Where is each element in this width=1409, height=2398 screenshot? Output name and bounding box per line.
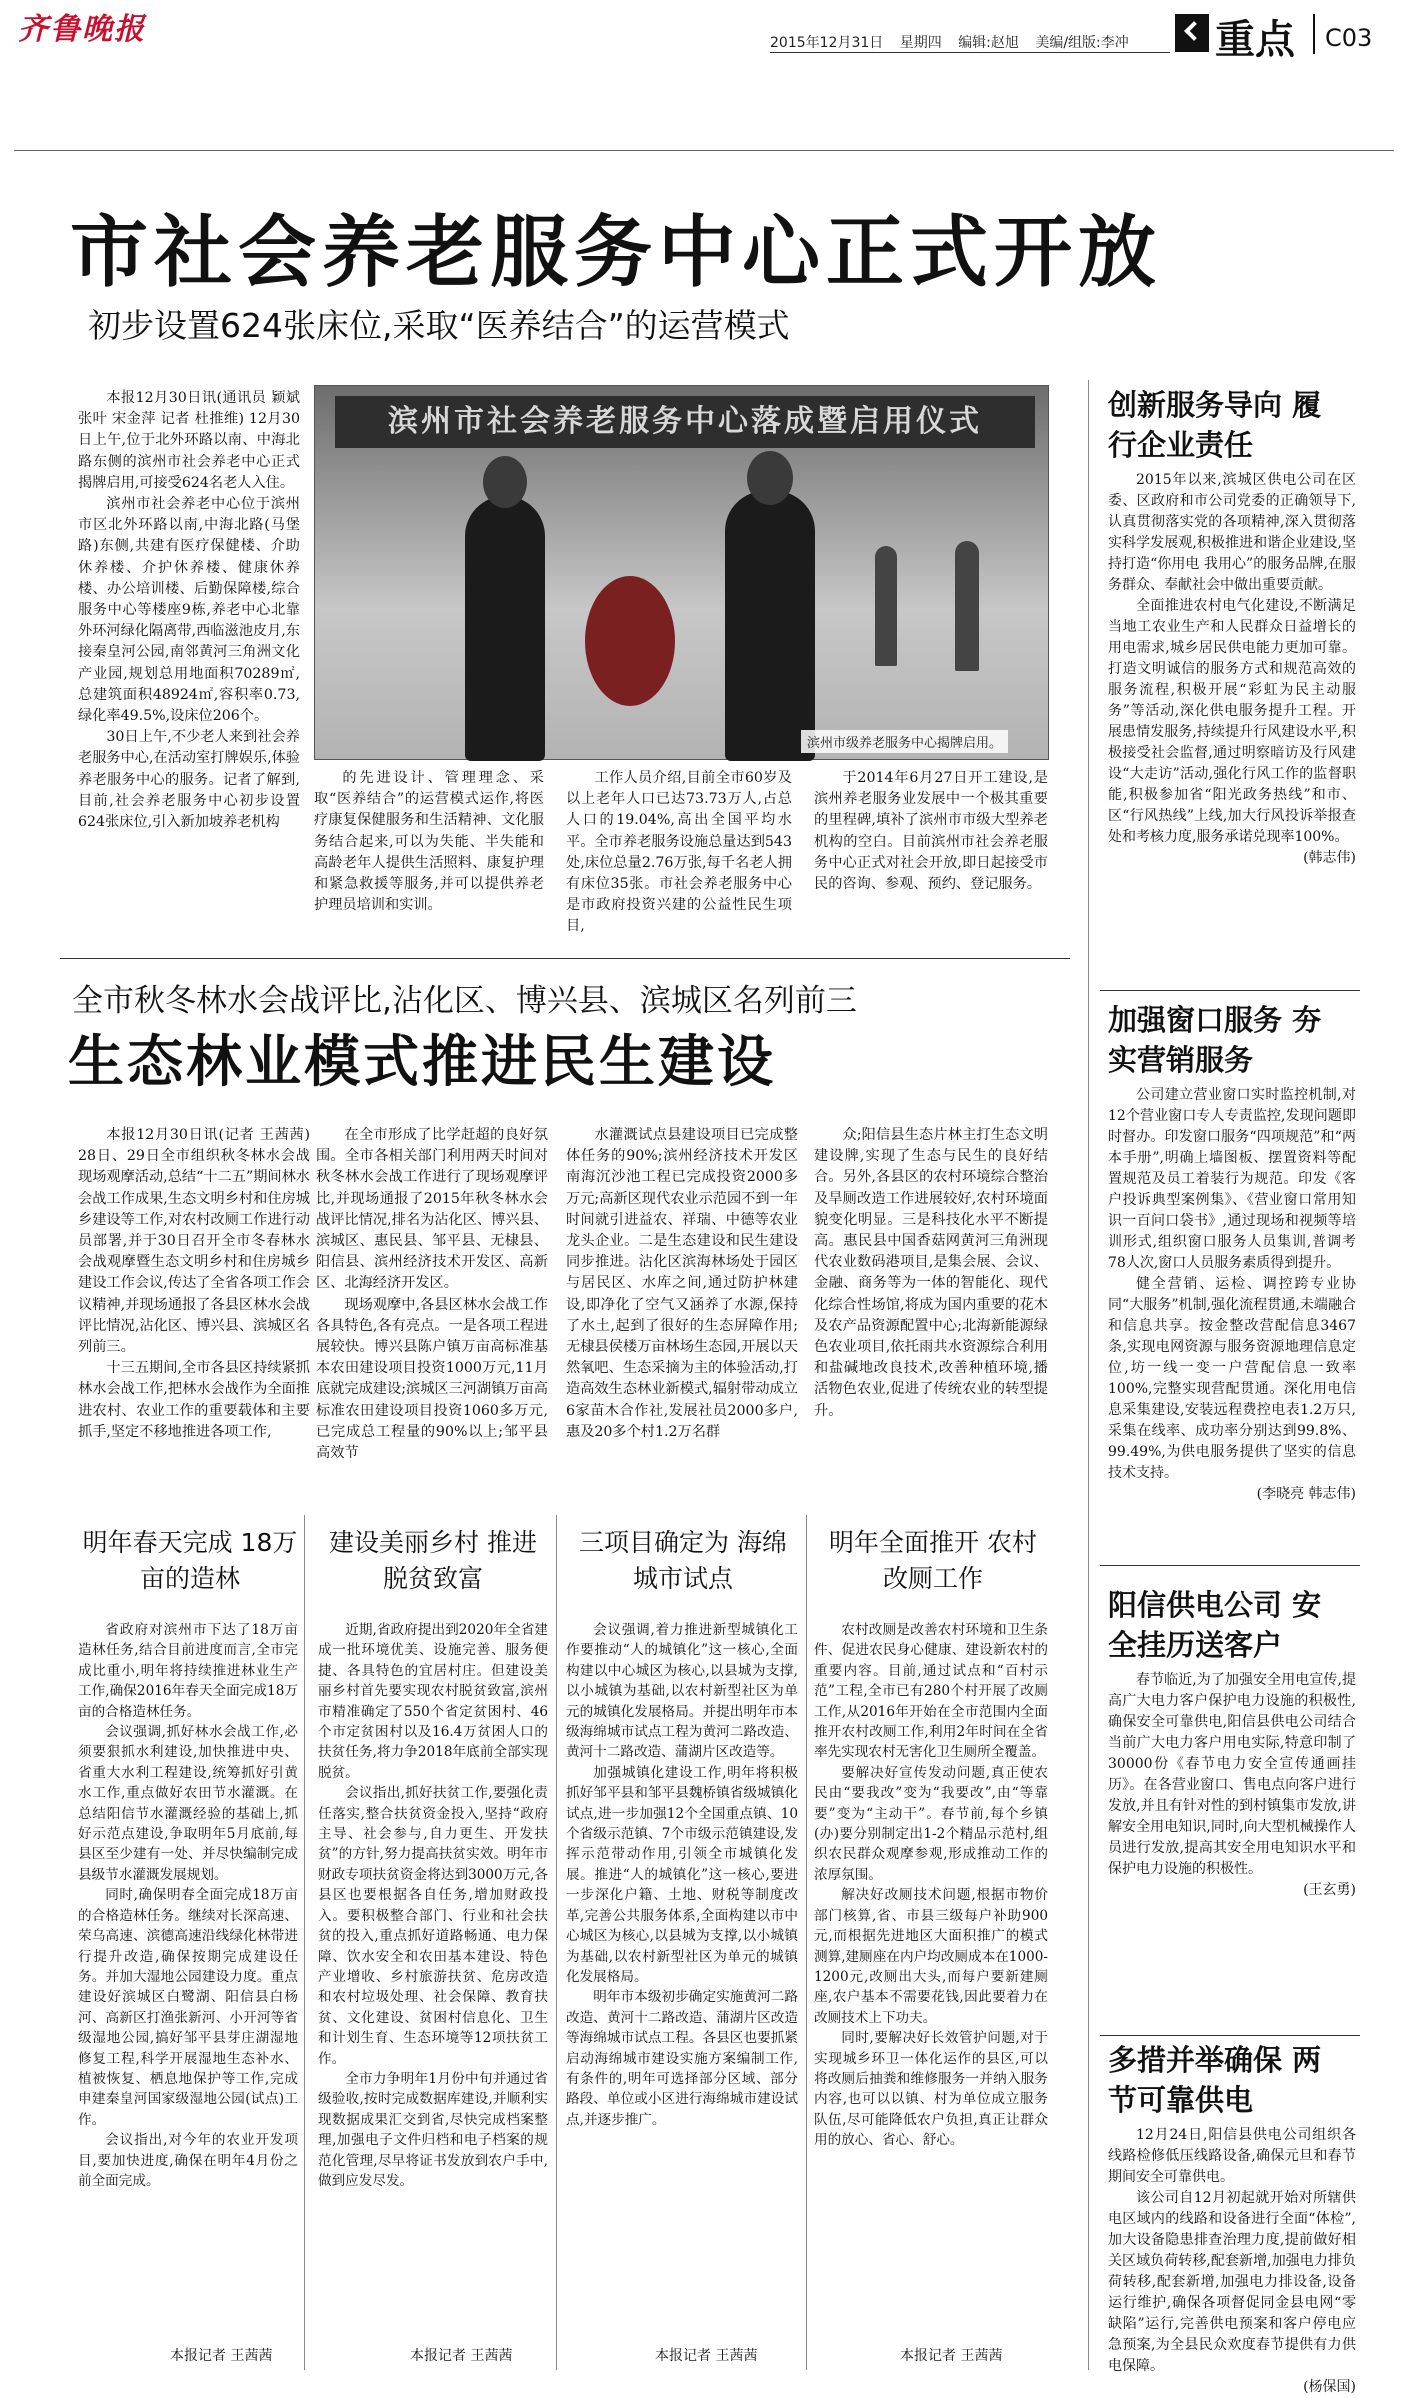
sub-paragraph: 明年市本级初步确定实施黄河二路改造、黄河十二路改造、蒲湖片区改造等海绵城市试点工程。各县区也要抓紧启动海绵城市建设实施方案编制工作,有条件的,明年可选择部分区域、部分路段、单位或小区进行海绵城市建设试点,并逐步推广。 [566, 1989, 798, 2128]
ceremony-photo [314, 385, 1049, 760]
photo-banner: 滨州市社会养老服务中心落成暨启用仪式 [335, 396, 1035, 448]
issue-date: 2015年12月31日 [770, 35, 884, 51]
sub-article-poverty [318, 1620, 548, 2335]
section-title: 重点 [1215, 17, 1295, 63]
story2-paragraph: 众;阳信县生态片林主打生态文明建设牌,实现了生态与民生的良好结合。另外,各县区的农村环境综合整治及旱厕改造工作进展较好,农村环境面貌变化明显。三是科技化水平不断提高。惠民县中国香菇网黄河三角洲现代农业数码港项目,是集会展、会议、金融、商务等为一体的智能化、现代化综合性场馆,将成为国内重要的花木及农产品资源配置中心;北海新能源绿色农业项目,依托雨共水资源综合利用和盐碱地改良技术,改善种植环境,播活物色农业,促进了传统农业的转型提升。 [814, 1127, 1048, 1419]
sub-paragraph: 会议指出,对今年的农业开发项目,要加快进度,确保在明年4月份之前全面完成。 [78, 2132, 298, 2189]
sub-paragraph: 省政府对滨州市下达了18万亩造林任务,结合目前进度而言,全市完成比重小,明年将持续推进林业生产工作,确保2016年春天全面完成18万亩的合格造林任务。 [78, 1622, 298, 1720]
section-rule [60, 958, 1070, 959]
photo-caption: 滨州市级养老服务中心揭牌启用。 [801, 730, 1008, 753]
sidebar-divider [1088, 380, 1089, 2370]
side-paragraph: 全面推进农村电气化建设,不断满足当地工农业生产和人民群众日益增长的用电需求,城乡居民供电能力更加可靠。打造文明诚信的服务方式和规范高效的服务流程,积极开展“彩虹为民主动服务”等活动,深化供电服务提升工程。开展患情发服务,持续提升行风建设水平,积极接受社会监督,通过明察暗访及行风建设“大走访”活动,强化行风工作的监督职能,积极参加省“阳光政务热线”和市、区“行风热线”上线,加大行风投诉举报查处和考核力度,服务承诺兑现率100%。 [1108, 598, 1356, 845]
lead-headline: 市社会养老服务中心正式开放 [70, 208, 1163, 298]
sub-paragraph: 农村改厕是改善农村环境和卫生条件、促进农民身心健康、建设新农村的重要内容。目前,通过试点和“百村示范”工程,全市已有280个村开展了改厕工作,从2016年开始在全市范围内全面推开农村改厕工作,利用2年时间在全省率先实现农村无害化卫生厕所全覆盖。 [814, 1622, 1048, 1761]
sub-paragraph: 要解决好宣传发动问题,真正使农民由“要我改”变为“我要改”,由“等靠要”变为“主动干”。春节前,每个乡镇(办)要分别制定出1-2个精品示范村,组织农民群众观摩参观,形成推动工作的浓厚氛围。 [814, 1764, 1048, 1883]
side-paragraph: 公司建立营业窗口实时监控机制,对12个营业窗口专人专责监控,发现问题即时督办。印发窗口服务“四项规范”和“两本手册”,明确上墙图板、摆置资料等配置规范及员工着装行为规范。印发《客户投诉典型案例集》、《营业窗口常用知识一百问口袋书》,通过现场和视频等培训形式,组织窗口服务人员集训,普调考78人次,窗口人员服务素质得到提升。 [1108, 1087, 1356, 1271]
lead-column-3 [566, 768, 792, 938]
subhead-sponge-city: 三项目确定为 海绵城市试点 [579, 1528, 787, 1593]
sub-paragraph: 会议强调,抓好林水会战工作,必须要狠抓水利建设,加快推进中央、省重大水利工程建设,统筹抓好引黄水工作,重点做好农田节水灌溉。在总结阳信节水灌溉经验的基础上,抓好示范点建设,争取明年5月底前,每县区至少建有一处、并尽快编制完成县级节水灌溉发展规划。 [78, 1724, 298, 1883]
story2-paragraph: 水灌溉试点县建设项目已完成整体任务的90%;滨州经济技术开发区南海沉沙池工程已完成投资2000多万元;高新区现代农业示范园不到一年时间就引进益农、祥瑞、中德等农业龙头企业。二是生态建设和民生建设同步推进。沾化区滨海林场处于园区与居民区、水库之间,通过防护林建设,即净化了空气又涵养了水源,保持了水土,起到了很好的生态屏障作用;无棣县侯楼万亩林场生态园,开展以天然氧吧、生态采摘为主的体验活动,打造高效生态林业新模式,辐射带动成立6家苗木合作社,发展社员2000多户,惠及20多个村1.2万名群 [566, 1127, 798, 1440]
side-byline: (王玄勇) [1303, 1882, 1356, 1898]
lead-paragraph: 30日上午,不少老人来到社会养老服务中心,在活动室打牌娱乐,体验养老服务中心的服务。记者了解到,目前,社会养老服务中心初步设置624张床位,引入新加坡养老机构 [78, 729, 300, 831]
subhead-afforestation: 明年春天完成 18万亩的造林 [82, 1528, 298, 1593]
side-paragraph: 2015年以来,滨城区供电公司在区委、区政府和市公司党委的正确领导下,认真贯彻落实党的各项精神,深入贯彻落实科学发展观,积极推进和谐企业建设,坚持打造“你用电 我用心”的服务品牌,在服务群众、奉献社会中做出重要贡献。 [1108, 472, 1356, 593]
story2-paragraph: 十三五期间,全市各县区持续紧抓林水会战工作,把林水会战作为全面推进农村、农业工作的重要载体和主要抓手,坚定不移地推进各项工作, [78, 1360, 310, 1440]
sub-article-afforestation [78, 1620, 298, 2335]
top-rule [14, 150, 1394, 151]
lead-paragraph: 滨州市社会养老中心位于滨州市区北外环路以南,中海北路(马堡路)东侧,共建有医疗保健楼、介助休养楼、介护休养楼、健康休养楼、办公培训楼、后勤保障楼,综合服务中心等楼座9栋,养老中心北靠外环河绿化隔离带,西临滋池皮月,东接秦皇河公园,南邻黄河三角洲文化产业园,规划总用地面积70289㎡,总建筑面积48924㎡,容积率0.73,绿化率49.5%,设床位206个。 [78, 496, 300, 725]
side-article-4 [1108, 2125, 1356, 2395]
person-figure [725, 491, 815, 761]
person-head [483, 456, 527, 508]
sub-paragraph: 同时,要解决好长效管护问题,对于实现城乡环卫一体化运作的县区,可以将改厕后抽粪和维修服务一并纳入服务内容,也可以以镇、村为单位成立服务队伍,尽可能降低农户负担,真正让群众用的放心、省心、舒心。 [814, 2030, 1048, 2149]
sidebar-rule [1100, 990, 1360, 991]
sub-paragraph: 加强城镇化建设工作,明年将积极抓好邹平县和邹平县魏桥镇省级城镇化试点,进一步加强12个全国重点镇、10个省级示范镇、7个市级示范镇建设,发挥示范带动作用,引领全市城镇化发展。推进“人的城镇化”这一核心,要进一步深化户籍、土地、财税等制度改革,完善公共服务体系,全面构建以市中心城区为核心,以县城为支撑,以小城镇为基础,以农村新型社区为单元的城镇化发展格局。 [566, 1764, 798, 1985]
side-byline: (杨保国) [1303, 2379, 1356, 2395]
story2-paragraph: 在全市形成了比学赶超的良好氛围。全市各相关部门利用两天时间对秋冬林水会战工作进行了现场观摩评比,并现场通报了2015年秋冬林水会战评比情况,排名为沾化区、博兴县、滨城区、惠民县、邹平县、无棣县、阳信县、滨州经济技术开发区、高新区、北海经济开发区。 [316, 1127, 548, 1292]
issue-info [770, 32, 1141, 52]
story2-paragraph: 本报12月30日讯(记者 王茜茜) 28日、29日全市组织秋冬林水会战现场观摩活动,总结“十二五”期间林水会战工作成果,生态文明乡村和住房城乡建设等工作,对农村改厕工作进行动员部署,并于30日召开全市冬春林水会战观摩暨生态文明乡村和住房城乡建设工作会议,传达了全省各项工作会议精神,并现场通报了各县区林水会战评比情况,沾化区、博兴县、滨城区名列前三。 [78, 1127, 310, 1356]
section-chevron-icon [1175, 14, 1209, 52]
lead-paragraph: 的先进设计、管理理念、采取“医养结合”的运营模式运作,将医疗康复保健服务和生活精神、文化服务结合起来,可以为失能、半失能和高龄老年人提供生活照料、康复护理和紧急救援等服务,并可以提供养老护理员培训和实训。 [314, 770, 544, 914]
story2-paragraph: 现场观摩中,各县区林水会战工作各具特色,各有亮点。一是各项工程进展较快。博兴县陈户镇万亩高标准基本农田建设项目投资1000万元,11月底就完成建设;滨城区三河湖镇万亩高标准农田建设项目投资1060多万元,已完成总工程量的90%以上;邹平县高效节 [316, 1296, 548, 1462]
design-credit: 美编/组版:李冲 [1035, 35, 1129, 51]
header-rule [770, 52, 1170, 53]
unveiling-plaque [585, 576, 675, 706]
sub-paragraph: 全市力争明年1月份中旬并通过省级验收,按时完成数据库建设,并顺利实现数据成果汇交到省,尽快完成档案整理,加强电子文件归档和电子档案的规范化管理,尽早将证书发放到农户手中,做到应发尽发。 [318, 2070, 548, 2189]
side-headline-4: 多措并举确保 两节可靠供电 [1108, 2043, 1322, 2117]
header-divider [1313, 14, 1315, 54]
lead-paragraph: 于2014年6月27日开工建设,是滨州养老服务业发展中一个极其重要的里程碑,填补了滨州市市级大型养老机构的空白。目前滨州市社会养老服务中心正式对社会开放,即日起接受市民的咨询、参观、预约、登记服务。 [814, 770, 1048, 893]
side-article-3 [1108, 1670, 1356, 2015]
sub-paragraph: 会议强调,着力推进新型城镇化工作要推动“人的城镇化”这一核心,全面构建以中心城区为核心,以县城为支撑,以小城镇为基础,以农村新型社区为单元的城镇化发展格局。并提出明年市本级海绵城市试点工程为黄河二路改造、黄河十二路改造、蒲湖片区改造等。 [566, 1622, 798, 1761]
lead-paragraph: 工作人员介绍,目前全市60岁及以上老年人口已达73.73万人,占总人口的19.04%,高出全国平均水平。全市养老服务设施总量达到543处,床位总量2.76万张,每千名老人拥有床位35张。市社会养老服务中心是市政府投资兴建的公益性民生项目, [566, 770, 792, 935]
sub-byline: 本报记者 王茜茜 [655, 2348, 758, 2364]
sub-byline: 本报记者 王茜茜 [170, 2348, 273, 2364]
sub-paragraph: 同时,确保明春全面完成18万亩的合格造林任务。继续对长深高速、荣乌高速、滨德高速沿线绿化林带进行提升改造,确保按期完成建设任务。并加大湿地公园建设力度。重点建设好滨城区白鹭湖、阳信县白杨河、高新区打渔张新河、小开河等省级湿地公园,搞好邹平县芽庄湖湿地修复工程,科学开展湿地生态补水、植被恢复、栖息地保护等工作,完成申建秦皇河国家级湿地公园(试点)工作。 [78, 1887, 298, 2128]
story2-column-4 [814, 1125, 1048, 1500]
background-figure [955, 541, 979, 671]
column-divider [556, 1515, 557, 2370]
lead-paragraph: 本报12月30日讯(通讯员 颖斌 张叶 宋金萍 记者 杜推维) 12月30日上午,位于北外环路以南、中海北路东侧的滨州市社会养老中心正式揭牌启用,可接受624名老人入住。 [78, 390, 300, 491]
issue-weekday: 星期四 [899, 35, 942, 51]
sub-article-toilet-reform [814, 1620, 1048, 2335]
column-divider [806, 1515, 807, 2370]
story2-column-1 [78, 1125, 310, 1500]
sub-paragraph: 解决好改厕技术问题,根据市物价部门核算,省、市县三级每户补助900元,而根据先进地区大面积推广的模式测算,建厕座在内户均改厕成本在1000-1200元,改厕出大头,而每户要新建厕座,农户基本不需要花钱,因此要着力在改厕技术上下功夫。 [814, 1887, 1048, 2026]
subhead-poverty: 建设美丽乡村 推进脱贫致富 [329, 1528, 537, 1593]
story2-headline: 生态林业模式推进民生建设 [68, 1030, 776, 1095]
person-head [747, 451, 793, 505]
column-divider [304, 1515, 305, 2370]
page-number: C03 [1325, 24, 1373, 52]
side-article-2 [1108, 1085, 1356, 1535]
sidebar-rule [1100, 2035, 1360, 2036]
background-figure [875, 546, 897, 666]
sub-byline: 本报记者 王茜茜 [900, 2348, 1003, 2364]
lead-column-2 [314, 768, 544, 938]
side-byline: (李晓亮 韩志伟) [1256, 1486, 1356, 1502]
side-article-1 [1108, 470, 1356, 930]
side-paragraph: 健全营销、运检、调控跨专业协同“大服务”机制,强化流程贯通,未端融合和信息共享。按金整改营配信息3467条,实现电网资源与服务资源地理信息定位,坊一线一变一户营配信息一致率100%,完整实现营配贯通。深化用电信息采集建设,安装远程费控电表1.2万只,采集在线率、成功率分别达到99.8%、99.49%,为供电服务提供了坚实的信息技术支持。 [1108, 1276, 1356, 1481]
lead-column-4 [814, 768, 1048, 938]
side-paragraph: 春节临近,为了加强安全用电宣传,提高广大电力客户保护电力设施的积极性,确保安全可靠供电,阳信县供电公司结合当前广大电力客户用电实际,特意印制了30000份《春节电力安全宣传通画挂历》。在各营业窗口、售电点向客户进行发放,并且有针对性的到村镇集市发放,讲解安全用电知识,同时,向大型机械操作人员进行发放,提高其安全用电知识水平和保护电力设施的积极性。 [1108, 1672, 1356, 1877]
side-paragraph: 该公司自12月初起就开始对所辖供电区域内的线路和设备进行全面“体检”,加大设备隐患排查治理力度,提前做好相关区域负荷转移,配套新增,加强电力排负荷转移,配套新增,加强电力排设备,设备运行维护,确保各项督促同金县电网“零缺陷”运行,完善供电预案和客户停电应急预案,为全县民众欢度春节提供有力供电保障。 [1108, 2190, 1356, 2374]
lead-column-1 [78, 388, 300, 933]
side-headline-2: 加强窗口服务 夯实营销服务 [1108, 1003, 1322, 1077]
story2-kicker: 全市秋冬林水会战评比,沾化区、博兴县、滨城区名列前三 [72, 983, 857, 1019]
subhead-toilet-reform: 明年全面推开 农村改厕工作 [829, 1528, 1037, 1593]
sub-paragraph: 会议指出,抓好扶贫工作,要强化责任落实,整合扶贫资金投入,坚持“政府主导、社会参与,自力更生、开发扶贫”的方针,努力提高扶贫实效。明年市财政专项扶贫资金将达到3000万元,各县区也要根据各自任务,增加财政投入。要积极整合部门、行业和社会扶贫的投入,重点抓好道路畅通、电力保障、饮水安全和农田基本建设、特色产业增收、乡村旅游扶贫、危房改造和农村垃圾处理、社会保障、教育扶贫、文化建设、贫困村信息化、卫生和计划生育、生态环境等12项扶贫工作。 [318, 1785, 548, 2067]
side-headline-1: 创新服务导向 履行企业责任 [1108, 388, 1322, 462]
sub-byline: 本报记者 王茜茜 [410, 2348, 513, 2364]
sub-paragraph: 近期,省政府提出到2020年全省建成一批环境优美、设施完善、服务便捷、各具特色的宜居村庄。但建设美丽乡村首先要实现农村脱贫致富,滨州市精准确定了550个省定贫困村、46个市定贫困村以及16.4万贫困人口的扶贫任务,将力争2018年底前全部实现脱贫。 [318, 1622, 548, 1781]
side-paragraph: 12月24日,阳信县供电公司组织各线路检修低压线路设备,确保元旦和春节期间安全可靠供电。 [1108, 2127, 1356, 2185]
person-figure [465, 496, 545, 761]
story2-column-2 [316, 1125, 548, 1500]
sub-article-sponge-city [566, 1620, 798, 2335]
editor-credit: 编辑:赵旭 [958, 35, 1019, 51]
newspaper-logo: 齐鲁晚报 [18, 12, 146, 47]
lead-subheadline: 初步设置624张床位,采取“医养结合”的运营模式 [88, 306, 790, 345]
side-byline: (韩志伟) [1303, 850, 1356, 866]
sidebar-rule [1100, 1565, 1360, 1566]
side-headline-3: 阳信供电公司 安全挂历送客户 [1108, 1588, 1322, 1662]
story2-column-3 [566, 1125, 798, 1500]
